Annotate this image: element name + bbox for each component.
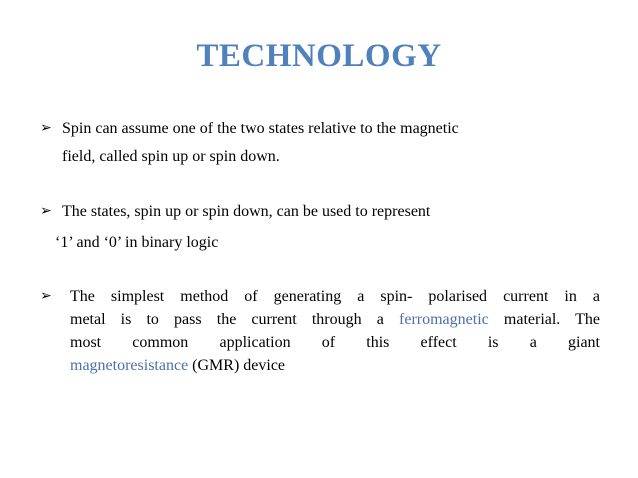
bullet-text-line: most common application of this effect is a giant: [70, 334, 600, 351]
ferromagnetic-term: ferromagnetic: [399, 311, 489, 328]
bullet-text-line: Spin can assume one of the two states relative to the magnetic: [62, 120, 459, 137]
arrow-bullet-icon: ➢: [40, 288, 52, 304]
bullet-text-line: field, called spin up or spin down.: [62, 148, 280, 165]
slide-title: TECHNOLOGY: [196, 38, 442, 74]
bullet-text-line: ‘1’ and ‘0’ in binary logic: [55, 234, 219, 251]
magnetoresistance-term: magnetoresistance: [70, 357, 189, 374]
bullet-paragraph: [70, 285, 600, 377]
bullet-text-line: [70, 354, 600, 377]
arrow-bullet-icon: ➢: [40, 120, 52, 136]
bullet-text-line: [70, 308, 600, 331]
arrow-bullet-icon: ➢: [40, 203, 52, 219]
bullet-text-line: The simplest method of generating a spin- polarised current in a: [70, 288, 600, 305]
text-segment: metal is to pass the current through a: [70, 311, 384, 328]
text-segment: (GMR) device: [192, 357, 286, 374]
text-segment: material. The: [503, 311, 601, 328]
bullet-text-line: The states, spin up or spin down, can be used to represent: [62, 203, 431, 220]
